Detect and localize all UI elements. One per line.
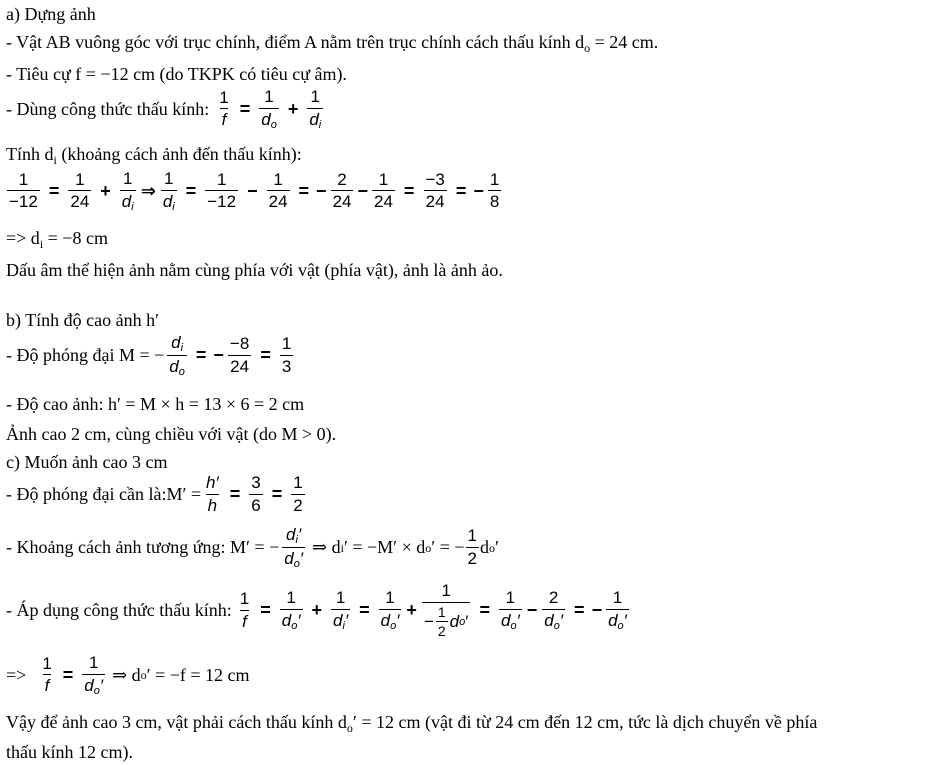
frac-hp-over-h: $\frac{h'}{h}$ bbox=[206, 473, 219, 515]
compute-di-line: Tính $d_i$ (khoảng cách ảnh đến thấu kính): bbox=[6, 144, 302, 167]
frac-1-over-dop: $\frac{1}{do'}$ bbox=[500, 588, 520, 633]
lens-formula-line bbox=[6, 88, 326, 131]
di-result-line: => $d_i = -8$ cm bbox=[6, 228, 108, 251]
object-distance-value: = 24 cm. bbox=[590, 32, 659, 52]
frac-2-over-dop: $\frac{2}{do'}$ bbox=[544, 588, 564, 633]
frac-1-over-8: $\frac{1}{8}$ bbox=[489, 169, 500, 212]
frac-1-over-2: $\frac{1}{2}$ bbox=[467, 526, 477, 569]
dop-result-line: => $\frac{1}{f}$ = $\frac{1}{do'}$ ⇒ d o ′ = −f = 12 cm bbox=[6, 653, 250, 697]
image-distance-line: - Khoảng cách ảnh tương ứng: M′ = − $\frac{di'}{do'}$ ⇒ d i ′ = −M′ × d o ′ = − $\frac{1}{2}$ d o ′ bbox=[6, 525, 499, 571]
conclusion-line-2: thấu kính 12 cm). bbox=[6, 742, 133, 762]
subscript-o: o bbox=[584, 41, 591, 55]
frac-1-over-m12: $\frac{1}{-12}$ bbox=[207, 169, 237, 212]
image-distance-label: - Khoảng cách ảnh tương ứng: M′ = − bbox=[6, 537, 280, 558]
magnification-line: - Độ phóng đại M = − $\frac{di}{do}$ = − $\frac{-8}{24}$ = $\frac{1}{3}$ bbox=[6, 333, 292, 379]
image-height-note: Ảnh cao 2 cm, cùng chiều với vật (do M > 0). bbox=[6, 424, 337, 444]
frac-1-over-2: $\frac{1}{2}$ bbox=[293, 473, 303, 515]
frac-m8-over-24: $\frac{-8}{24}$ bbox=[229, 334, 250, 377]
frac-1-over-3: $\frac{1}{3}$ bbox=[281, 334, 292, 377]
frac-1-over-di: $\frac{1}{di}$ bbox=[162, 169, 175, 213]
equals-sign: = bbox=[239, 98, 251, 119]
frac-1-over-do: $\frac{1}{do}$ bbox=[261, 87, 277, 131]
conclusion-line-1: Vậy để ảnh cao 3 cm, vật phải cách thấu kính $d_o' = 12$ cm (vật đi từ 24 cm đến 12 cm, tức là dịch chuyển về phía bbox=[6, 712, 818, 735]
magnification-label: - Độ phóng đại M = − bbox=[6, 345, 165, 366]
required-magnification-label: - Độ phóng đại cần là:M′ = bbox=[6, 483, 202, 504]
frac-1-over-24: $\frac{1}{24}$ bbox=[374, 169, 393, 212]
frac-m3-over-24: $\frac{-3}{24}$ bbox=[425, 169, 445, 212]
object-distance-text: - Vật AB vuông góc với trục chính, điểm A nằm trên trục chính cách thấu kính d bbox=[6, 32, 585, 52]
focal-length-line: - Tiêu cự f = −12 cm (do TKPK có tiêu cự âm). bbox=[6, 64, 347, 84]
frac-1-over-f: $\frac{1}{f}$ bbox=[239, 589, 250, 631]
frac-1-over-minus-half-dop: 1 − $\frac{1}{2}$ d o ′ bbox=[423, 581, 469, 640]
frac-1-over-dop: $\frac{1}{do'}$ bbox=[380, 588, 400, 633]
required-magnification-line: - Độ phóng đại cần là:M′ = $\frac{h'}{h}$ = $\frac{3}{6}$ = $\frac{1}{2}$ bbox=[6, 473, 303, 515]
frac-1-over-dop: $\frac{1}{do'}$ bbox=[84, 653, 104, 697]
frac-1-over-dop: $\frac{1}{do'}$ bbox=[608, 588, 627, 633]
image-height-line: - Độ cao ảnh: h′ = M × h = 13 × 6 = 2 cm bbox=[6, 394, 305, 414]
di-calculation-equation: $\frac{1}{-12}$ = $\frac{1}{24}$ + $\frac{1}{di}$ ⇒ $\frac{1}{di}$ = $\frac{1}{-12}$ − $\frac{1}{24}$ = − $\frac{2}{24}$ − $\frac{1}{24}$ = $\frac{-3}{24}$ = − $\frac{1}{8}$ bbox=[9, 169, 500, 213]
frac-1-over-m12: $\frac{1}{-12}$ bbox=[9, 169, 38, 212]
applied-lens-formula-label: - Áp dụng công thức thấu kính: bbox=[6, 599, 232, 620]
frac-dip-over-dop: $\frac{di'}{do'}$ bbox=[284, 525, 303, 571]
frac-1-over-dop: $\frac{1}{do'}$ bbox=[281, 588, 301, 633]
frac-1-over-f: $\frac{1}{f}$ bbox=[219, 87, 229, 130]
frac-1-over-di: $\frac{1}{di}$ bbox=[121, 169, 134, 213]
implies-arrow: ⇒ bbox=[140, 180, 156, 201]
virtual-image-note: Dấu âm thể hiện ảnh nằm cùng phía với vật (phía vật), ảnh là ảnh ảo. bbox=[6, 260, 503, 280]
frac-1-over-di: $\frac{1}{di}$ bbox=[309, 87, 322, 131]
frac-1-over-dip: $\frac{1}{di'}$ bbox=[333, 588, 349, 633]
frac-1-over-f: $\frac{1}{f}$ bbox=[42, 653, 52, 696]
object-distance-line bbox=[6, 32, 658, 55]
frac-1-over-24: $\frac{1}{24}$ bbox=[268, 169, 288, 212]
section-a-title: a) Dựng ảnh bbox=[6, 4, 96, 24]
applied-lens-formula-line: - Áp dụng công thức thấu kính: $\frac{1}{f}$ = $\frac{1}{do'}$ + $\frac{1}{di'}$ = $\frac{1}{do'}$ + 1 − $\frac{1}{2}$ d o ′ = $\frac{1}{do'}$ − $\frac{2}{do'}$ = − $\frac{1}{do'}$ bbox=[6, 581, 627, 640]
lens-formula-label: - Dùng công thức thấu kính: bbox=[6, 98, 210, 119]
frac-1-over-24: $\frac{1}{24}$ bbox=[70, 169, 90, 212]
section-b-title: b) Tính độ cao ảnh h′ bbox=[6, 310, 160, 330]
frac-3-over-6: $\frac{3}{6}$ bbox=[251, 473, 261, 515]
frac-di-over-do: $\frac{di}{do}$ bbox=[169, 333, 185, 379]
frac-2-over-24: $\frac{2}{24}$ bbox=[332, 169, 352, 212]
plus-sign: + bbox=[287, 98, 299, 119]
section-c-title: c) Muốn ảnh cao 3 cm bbox=[6, 452, 168, 472]
